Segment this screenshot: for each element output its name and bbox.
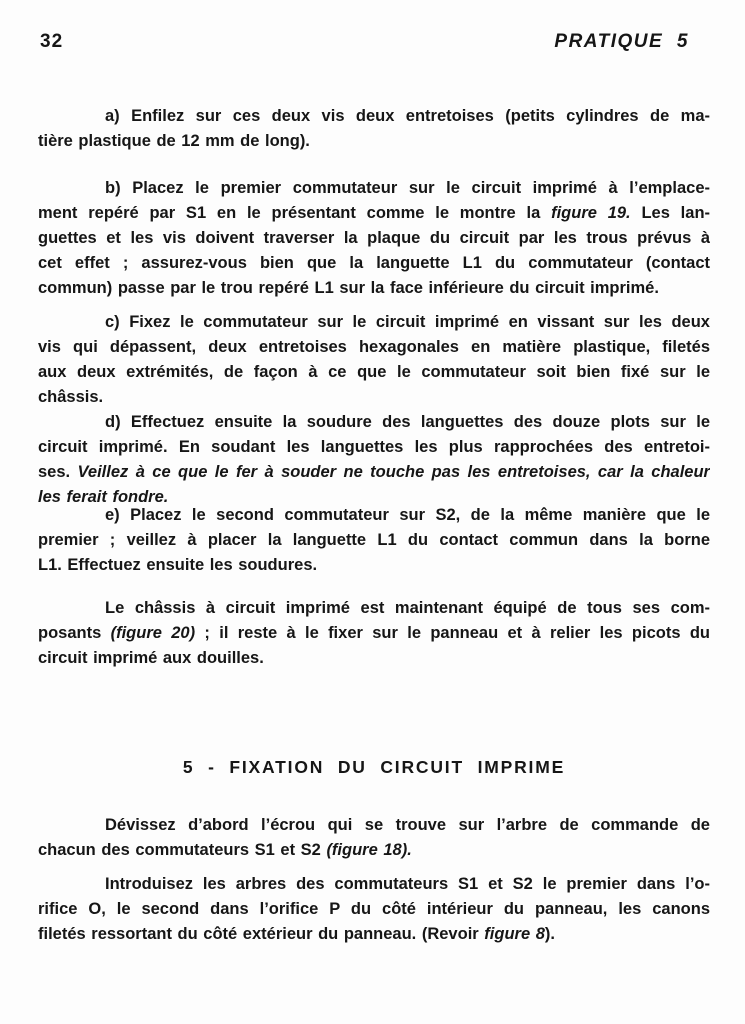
text-run: a) Enfilez sur ces deux vis deux entretoises (petits cylindres de ma- [105,107,710,125]
text-line [38,872,710,897]
text-run: posants [38,624,111,642]
text-run: châssis. [38,388,104,406]
text-run: b) Placez le premier commutateur sur le circuit imprimé à l’emplace- [105,179,710,197]
text-run: aux deux extrémités, de façon à ce que le commutateur soit bien fixé sur le [38,363,710,381]
text-run: L1. Effectuez ensuite les soudures. [38,556,318,574]
text-run: d) Effectuez ensuite la soudure des languettes des douze plots sur le [105,413,710,431]
text-run: e) Placez le second commutateur sur S2, de la même manière que le [105,506,710,524]
running-title: PRATIQUE 5 [554,31,689,52]
paragraph-b [38,176,710,301]
text-run: rifice O, le second dans l’orifice P du côté intérieur du panneau, les canons [38,900,710,918]
text-run: Dévissez d’abord l’écrou qui se trouve sur l’arbre de commande de [105,816,710,834]
text-line [38,503,710,528]
text-line [38,553,710,578]
text-run: Le châssis à circuit imprimé est maintenant équipé de tous ses com- [105,599,710,617]
text-run: guettes et les vis doivent traverser la plaque du circuit par les trous prévus à [38,229,710,247]
paragraph-h [38,872,710,947]
text-line [38,176,710,201]
paragraph-a [38,104,710,154]
italic-run: les ferait fondre. [38,488,169,506]
text-run: vis qui dépassent, deux entretoises hexagonales en matière plastique, filetés [38,338,710,356]
text-line [38,410,710,435]
text-run: tière plastique de 12 mm de long). [38,132,310,150]
italic-run: figure 19. [551,204,631,222]
text-line [38,310,710,335]
text-line [38,460,710,485]
text-run: cet effet ; assurez-vous bien que la languette L1 du commutateur (contact [38,254,710,272]
text-line [38,922,710,947]
paragraph-d [38,410,710,510]
text-run: ; il reste à le fixer sur le panneau et à relier les picots du [195,624,710,642]
text-run: ment repéré par S1 en le présentant comme le montre la [38,204,552,222]
text-line [38,596,710,621]
text-line [38,201,710,226]
text-line [38,104,710,129]
text-line [38,813,710,838]
text-line [38,838,710,863]
text-line [38,335,710,360]
text-line [38,251,710,276]
text-line [38,897,710,922]
text-line [38,385,710,410]
text-run: circuit imprimé aux douilles. [38,649,264,667]
text-line [38,528,710,553]
italic-run: figure 8 [484,925,545,943]
text-line [38,435,710,460]
paragraph-f [38,596,710,671]
text-run: Introduisez les arbres des commutateurs S1 et S2 le premier dans l’o- [105,875,710,893]
text-line [38,276,710,301]
text-line [38,226,710,251]
paragraph-e [38,503,710,578]
page-number: 32 [40,31,64,52]
text-line [38,129,710,154]
text-line [38,621,710,646]
text-run: Les lan- [630,204,710,222]
section-heading: 5 - FIXATION DU CIRCUIT IMPRIME [182,757,566,777]
paragraph-g [38,813,710,863]
text-run: premier ; veillez à placer la languette L1 du contact commun dans la borne [38,531,710,549]
italic-run: (figure 18). [326,841,412,859]
paragraph-c [38,310,710,410]
text-line [38,360,710,385]
text-run: ses. [38,463,78,481]
italic-run: Veillez à ce que le fer à souder ne touche pas les entretoises, car la chaleur [77,463,710,481]
text-run: circuit imprimé. En soudant les languettes les plus rapprochées des entretoi- [38,438,710,456]
text-run: chacun des commutateurs S1 et S2 [38,841,327,859]
text-run: filetés ressortant du côté extérieur du panneau. (Revoir [38,925,485,943]
italic-run: (figure 20) [110,624,196,642]
text-run: commun) passe par le trou repéré L1 sur la face inférieure du circuit imprimé. [38,279,659,297]
text-run: c) Fixez le commutateur sur le circuit imprimé en vissant sur les deux [105,313,710,331]
text-run: ). [544,925,555,943]
text-line [38,646,710,671]
